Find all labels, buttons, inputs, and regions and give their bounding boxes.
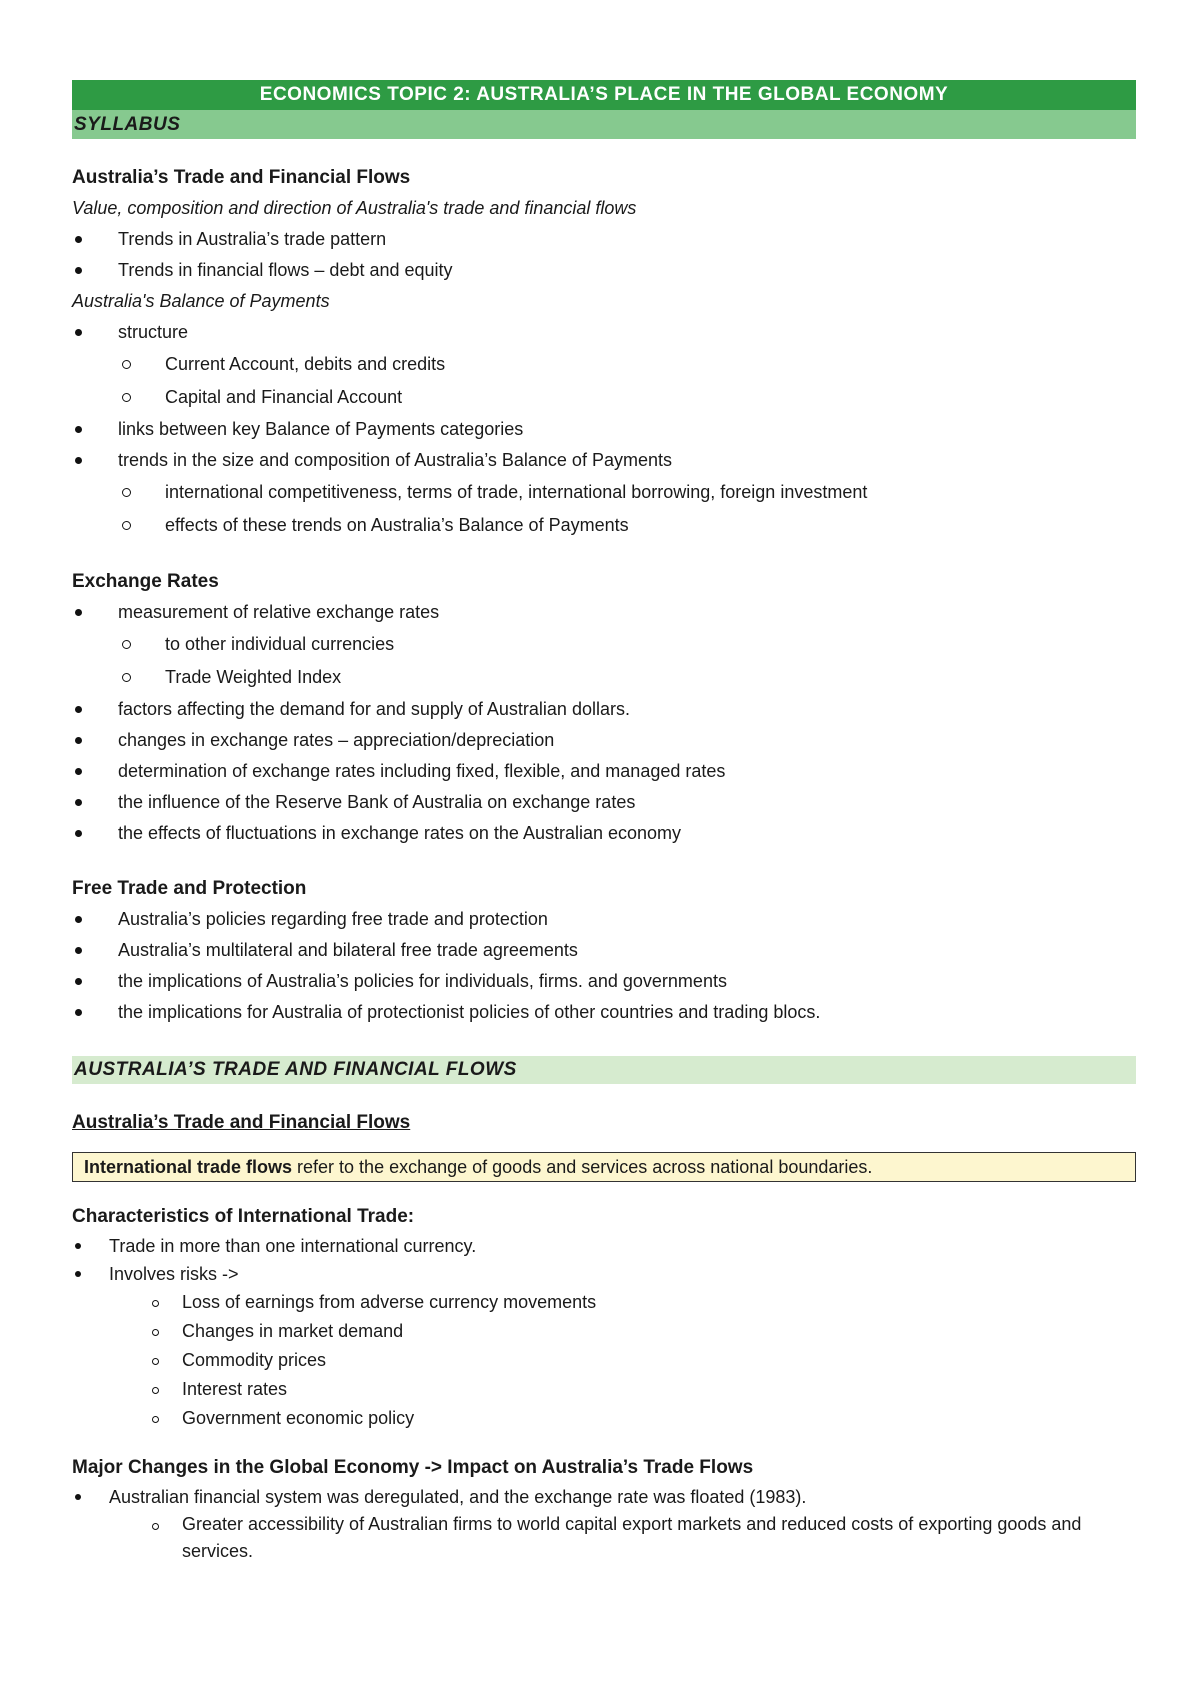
sublist-major-changes: [72, 1511, 1136, 1565]
heading-free-trade: Free Trade and Protection: [72, 878, 307, 899]
list-item: Loss of earnings from adverse currency movements: [72, 1288, 1136, 1317]
list-item: the influence of the Reserve Bank of Australia on exchange rates: [72, 787, 1136, 818]
list-item: Current Account, debits and credits: [72, 348, 1136, 381]
list-item: Trade in more than one international currency.: [72, 1232, 1136, 1260]
document-content: [72, 80, 1136, 1565]
definition-text: refer to the exchange of goods and services across national boundaries.: [292, 1157, 873, 1177]
list-bop-more: [72, 414, 1136, 476]
list-item: Australia’s multilateral and bilateral free trade agreements: [72, 935, 1136, 966]
sublist-risks: [72, 1288, 1136, 1433]
document-title: ECONOMICS TOPIC 2: AUSTRALIA’S PLACE IN THE GLOBAL ECONOMY: [72, 80, 1136, 110]
sublist-measurement: [72, 628, 1136, 694]
list-item: the implications for Australia of protectionist policies of other countries and trading blocs.: [72, 997, 1136, 1028]
list-item: Australian financial system was deregulated, and the exchange rate was floated (1983).: [72, 1483, 1136, 1511]
list-major-changes: [72, 1483, 1136, 1511]
section-label: AUSTRALIA’S TRADE AND FINANCIAL FLOWS: [72, 1056, 1136, 1084]
heading-characteristics: Characteristics of International Trade:: [72, 1206, 415, 1227]
definition-box: [72, 1152, 1136, 1182]
list-item: trends in the size and composition of Australia’s Balance of Payments: [72, 445, 1136, 476]
definition-term: International trade flows: [84, 1157, 293, 1177]
list-item: Capital and Financial Account: [72, 381, 1136, 414]
list-item: changes in exchange rates – appreciation/depreciation: [72, 725, 1136, 756]
heading-major-changes: Major Changes in the Global Economy -> Impact on Australia’s Trade Flows: [72, 1457, 754, 1478]
list-item: Changes in market demand: [72, 1317, 1136, 1346]
list-item: factors affecting the demand for and supply of Australian dollars.: [72, 694, 1136, 725]
list-item: measurement of relative exchange rates: [72, 597, 1136, 628]
list-free-trade: [72, 904, 1136, 1028]
list-item: Greater accessibility of Australian firms to world capital export markets and reduced costs of exporting goods and services.: [72, 1511, 1136, 1565]
heading-exchange-rates: Exchange Rates: [72, 571, 219, 592]
list-item: Government economic policy: [72, 1404, 1136, 1433]
list-item: to other individual currencies: [72, 628, 1136, 661]
list-item: Interest rates: [72, 1375, 1136, 1404]
sublist-trends: [72, 476, 1136, 542]
list-item: Involves risks ->: [72, 1260, 1136, 1288]
subheading-balance-of-payments: Australia's Balance of Payments: [72, 291, 330, 311]
sublist-structure: [72, 348, 1136, 414]
syllabus-label: SYLLABUS: [72, 110, 1136, 139]
list-exchange-measurement: [72, 597, 1136, 628]
list-item: structure: [72, 317, 1136, 348]
list-item: Trends in financial flows – debt and equity: [72, 255, 1136, 286]
list-item: determination of exchange rates including fixed, flexible, and managed rates: [72, 756, 1136, 787]
list-item: Australia’s policies regarding free trade and protection: [72, 904, 1136, 935]
heading-section-trade-flows: Australia’s Trade and Financial Flows: [72, 1112, 411, 1133]
list-item: the effects of fluctuations in exchange rates on the Australian economy: [72, 818, 1136, 849]
list-item: international competitiveness, terms of trade, international borrowing, foreign investment: [72, 476, 1136, 509]
list-exchange: [72, 694, 1136, 849]
list-item: effects of these trends on Australia’s Balance of Payments: [72, 509, 1136, 542]
list-characteristics: [72, 1232, 1136, 1288]
list-item: Trade Weighted Index: [72, 661, 1136, 694]
list-item: Trends in Australia’s trade pattern: [72, 224, 1136, 255]
list-trade-trends: [72, 224, 1136, 286]
heading-trade-financial-flows: Australia’s Trade and Financial Flows: [72, 167, 411, 188]
subheading-value-composition: Value, composition and direction of Australia's trade and financial flows: [72, 198, 637, 218]
list-bop: [72, 317, 1136, 348]
list-item: the implications of Australia’s policies for individuals, firms. and governments: [72, 966, 1136, 997]
list-item: Commodity prices: [72, 1346, 1136, 1375]
list-item: links between key Balance of Payments categories: [72, 414, 1136, 445]
